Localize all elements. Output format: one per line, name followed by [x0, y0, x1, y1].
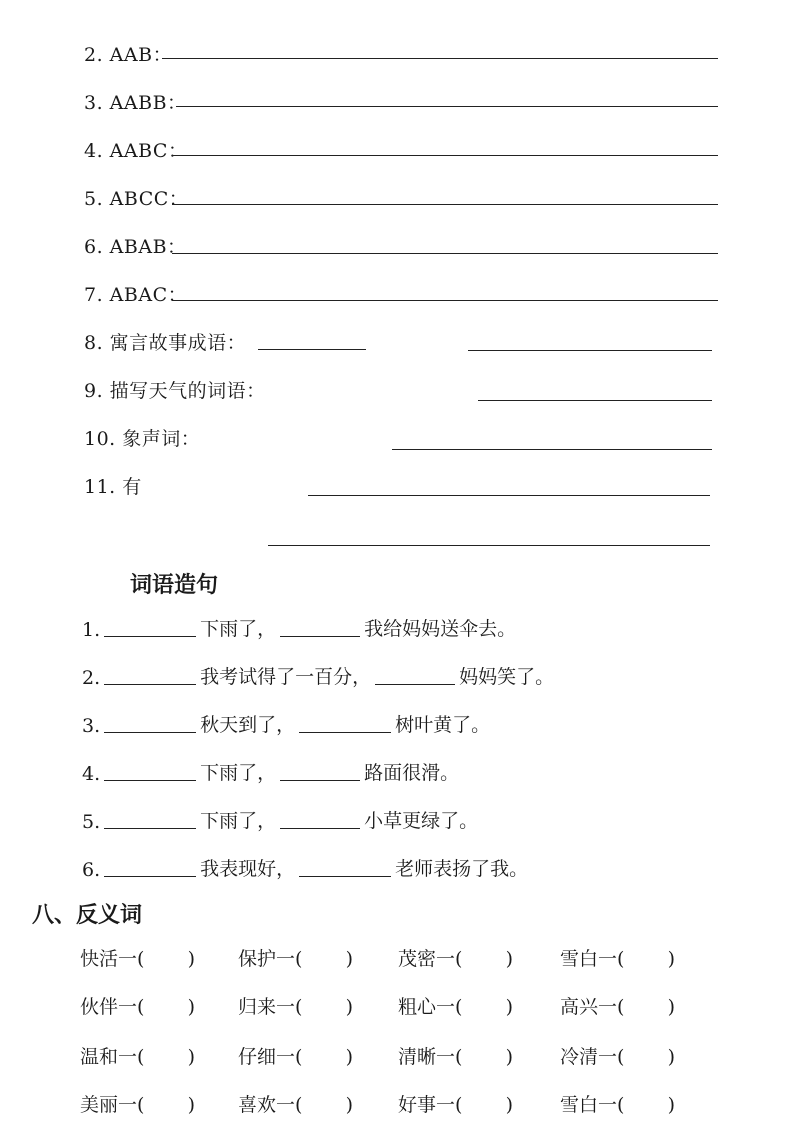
item-label: 11. 有	[84, 476, 142, 498]
row-number: 2.	[82, 667, 101, 689]
item-label: 8. 寓言故事成语：	[84, 332, 247, 354]
answer-blank[interactable]	[104, 876, 196, 877]
item-label: 7. ABAC：	[84, 284, 188, 306]
close-paren: )	[187, 1094, 196, 1116]
antonym-word: 仔细一	[238, 1046, 296, 1068]
antonym-word: 美丽一	[80, 1094, 138, 1116]
answer-blank[interactable]	[104, 684, 196, 685]
antonym-answer-box[interactable]	[137, 996, 195, 1018]
row-text-b: 老师表扬了我。	[395, 858, 529, 880]
antonym-word: 保护一	[238, 948, 296, 970]
answer-blank[interactable]	[104, 780, 196, 781]
antonym-answer-box[interactable]	[137, 1046, 195, 1068]
close-paren: )	[667, 996, 676, 1018]
close-paren: )	[187, 948, 196, 970]
open-paren: (	[295, 996, 303, 1018]
open-paren: (	[137, 996, 145, 1018]
antonym-word: 清晰一	[398, 1046, 456, 1068]
antonym-answer-box[interactable]	[617, 948, 675, 970]
antonym-answer-box[interactable]	[455, 1046, 513, 1068]
antonym-word: 好事一	[398, 1094, 456, 1116]
sentence-row	[82, 854, 528, 881]
item-label: 4. AABC：	[84, 140, 188, 162]
antonym-item	[560, 944, 675, 971]
close-paren: )	[505, 1094, 514, 1116]
answer-blank[interactable]	[104, 828, 196, 829]
close-paren: )	[345, 1046, 354, 1068]
answer-line[interactable]	[162, 58, 718, 59]
sentence-row	[82, 806, 478, 833]
antonym-item	[560, 1090, 675, 1117]
close-paren: )	[667, 948, 676, 970]
answer-line[interactable]	[478, 400, 712, 401]
close-paren: )	[505, 1046, 514, 1068]
antonym-answer-box[interactable]	[137, 948, 195, 970]
antonym-answer-box[interactable]	[295, 1094, 353, 1116]
antonym-answer-box[interactable]	[617, 1094, 675, 1116]
answer-blank[interactable]	[280, 780, 360, 781]
antonym-item	[238, 992, 353, 1019]
row-text-b: 妈妈笑了。	[459, 666, 555, 688]
close-paren: )	[187, 1046, 196, 1068]
open-paren: (	[137, 1094, 145, 1116]
open-paren: (	[295, 1094, 303, 1116]
antonym-word: 粗心一	[398, 996, 456, 1018]
row-text-a: 下雨了，	[200, 618, 277, 640]
close-paren: )	[345, 948, 354, 970]
answer-line[interactable]	[172, 300, 718, 301]
item-label: 10. 象声词：	[84, 428, 201, 450]
antonym-item	[238, 944, 353, 971]
row-text-b: 小草更绿了。	[364, 810, 479, 832]
answer-line[interactable]	[268, 545, 710, 546]
answer-blank[interactable]	[375, 684, 455, 685]
row-number: 3.	[82, 715, 101, 737]
antonym-item	[80, 1090, 195, 1117]
antonym-item	[80, 1042, 195, 1069]
answer-line[interactable]	[172, 204, 718, 205]
open-paren: (	[455, 948, 463, 970]
antonym-answer-box[interactable]	[455, 948, 513, 970]
item-label: 2. AAB：	[84, 44, 173, 66]
antonym-item	[560, 1042, 675, 1069]
open-paren: (	[137, 1046, 145, 1068]
antonym-word: 快活一	[80, 948, 138, 970]
antonym-item	[398, 992, 513, 1019]
antonym-word: 高兴一	[560, 996, 618, 1018]
answer-blank[interactable]	[280, 828, 360, 829]
answer-line[interactable]	[172, 155, 718, 156]
antonym-word: 雪白一	[560, 948, 618, 970]
antonym-item	[398, 1042, 513, 1069]
section-title: 八、反义词	[32, 903, 143, 928]
antonym-word: 温和一	[80, 1046, 138, 1068]
answer-blank[interactable]	[299, 876, 391, 877]
antonym-word: 归来一	[238, 996, 296, 1018]
row-number: 5.	[82, 811, 101, 833]
antonym-answer-box[interactable]	[295, 948, 353, 970]
sentence-row	[82, 662, 554, 689]
antonym-answer-box[interactable]	[455, 996, 513, 1018]
answer-line[interactable]	[392, 449, 712, 450]
antonym-item	[398, 944, 513, 971]
sentence-row	[82, 710, 490, 737]
row-text-a: 下雨了，	[200, 810, 277, 832]
antonym-item	[398, 1090, 513, 1117]
antonym-item	[238, 1090, 353, 1117]
row-number: 6.	[82, 859, 101, 881]
answer-line[interactable]	[172, 253, 718, 254]
row-text-b: 路面很滑。	[364, 762, 460, 784]
antonym-answer-box[interactable]	[295, 996, 353, 1018]
row-text-a: 秋天到了，	[200, 714, 296, 736]
row-text-a: 下雨了，	[200, 762, 277, 784]
close-paren: )	[667, 1046, 676, 1068]
antonym-answer-box[interactable]	[455, 1094, 513, 1116]
open-paren: (	[617, 996, 625, 1018]
close-paren: )	[345, 996, 354, 1018]
antonym-item	[238, 1042, 353, 1069]
antonym-answer-box[interactable]	[295, 1046, 353, 1068]
antonym-item	[80, 944, 195, 971]
antonym-word: 雪白一	[560, 1094, 618, 1116]
answer-blank[interactable]	[280, 636, 360, 637]
antonym-answer-box[interactable]	[617, 996, 675, 1018]
answer-blank[interactable]	[104, 732, 196, 733]
open-paren: (	[137, 948, 145, 970]
open-paren: (	[617, 1046, 625, 1068]
antonym-word: 冷清一	[560, 1046, 618, 1068]
open-paren: (	[617, 948, 625, 970]
close-paren: )	[505, 996, 514, 1018]
row-number: 4.	[82, 763, 101, 785]
answer-line[interactable]	[258, 349, 366, 350]
row-text-b: 我给妈妈送伞去。	[364, 618, 517, 640]
open-paren: (	[295, 1046, 303, 1068]
open-paren: (	[295, 948, 303, 970]
row-text-a: 我考试得了一百分，	[200, 666, 372, 688]
answer-blank[interactable]	[299, 732, 391, 733]
antonym-answer-box[interactable]	[617, 1046, 675, 1068]
close-paren: )	[345, 1094, 354, 1116]
row-text-a: 我表现好，	[200, 858, 296, 880]
open-paren: (	[455, 996, 463, 1018]
close-paren: )	[505, 948, 514, 970]
close-paren: )	[187, 996, 196, 1018]
answer-blank[interactable]	[104, 636, 196, 637]
answer-line[interactable]	[176, 106, 718, 107]
antonym-word: 茂密一	[398, 948, 456, 970]
item-label: 9. 描写天气的词语：	[84, 380, 266, 402]
open-paren: (	[455, 1094, 463, 1116]
antonym-word: 伙伴一	[80, 996, 138, 1018]
open-paren: (	[455, 1046, 463, 1068]
sentence-row	[82, 614, 516, 641]
sentence-row	[82, 758, 459, 785]
antonym-item	[80, 992, 195, 1019]
antonym-item	[560, 992, 675, 1019]
answer-line[interactable]	[468, 350, 712, 351]
antonym-answer-box[interactable]	[137, 1094, 195, 1116]
row-number: 1.	[82, 619, 101, 641]
item-label: 3. AABB：	[84, 92, 187, 114]
row-text-b: 树叶黄了。	[395, 714, 491, 736]
item-label: 5. ABCC：	[84, 188, 189, 210]
open-paren: (	[617, 1094, 625, 1116]
section-title: 词语造句	[130, 573, 219, 598]
answer-line[interactable]	[308, 495, 710, 496]
item-label: 6. ABAB：	[84, 236, 187, 258]
close-paren: )	[667, 1094, 676, 1116]
antonym-word: 喜欢一	[238, 1094, 296, 1116]
